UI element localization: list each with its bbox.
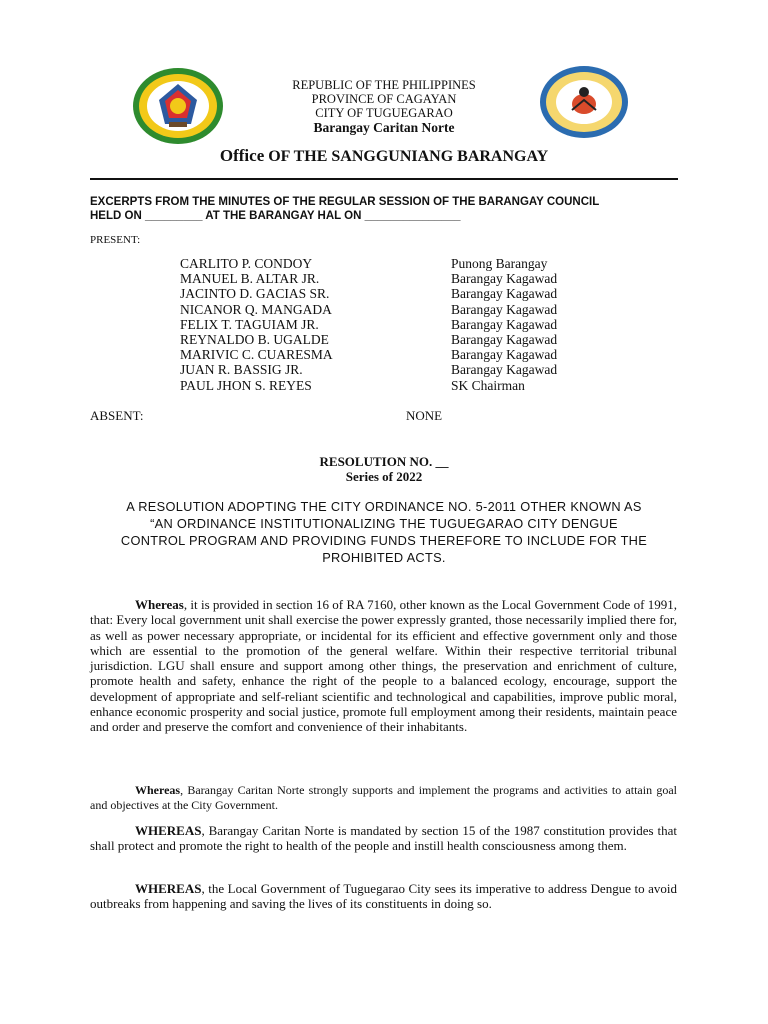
paragraph-lead: Whereas bbox=[135, 597, 184, 612]
roster-row bbox=[180, 302, 557, 317]
member-name: FELIX T. TAGUIAM JR. bbox=[180, 316, 319, 332]
resolution-heading bbox=[0, 454, 768, 484]
excerpt-line-1: EXCERPTS FROM THE MINUTES OF THE REGULAR SESSION OF THE BARANGAY COUNCIL bbox=[90, 196, 600, 208]
member-position: Barangay Kagawad bbox=[451, 316, 558, 332]
office-prefix: Office bbox=[219, 146, 265, 165]
excerpt-heading bbox=[90, 195, 690, 223]
roster-row bbox=[180, 378, 557, 393]
paragraph-text: , it is provided in section 16 of RA 7160, other known as the Local Government Code of 1991, that: Every local government unit shall exercise the power expressly granted, those necessarily implied there for, as well as power necessary appropriate, or incidental for its efficient and effective government only and those which are essential to the promotion of the general welfare. Within their respective territorial tribunal jurisdiction. LGU shall ensure and support among other things, the preservation and enrichment of culture, promote health and safety, enhance the right of the people to a balanced ecology, encourage, support the development of appropriate and self-reliant scientific and technological and capabilities, improve public moral, enhance economic prosperity and social justice, promote full employment among their residents, maintain peace and order and preserve the comfort and convenience of their inhabitants. bbox=[90, 597, 677, 735]
member-name: PAUL JHON S. REYES bbox=[180, 377, 312, 393]
header-city: CITY OF TUGUEGARAO bbox=[315, 106, 453, 120]
header-barangay: Barangay Caritan Norte bbox=[313, 120, 455, 135]
office-title bbox=[0, 146, 768, 166]
title-line-3: CONTROL PROGRAM AND PROVIDING FUNDS THEREFORE TO INCLUDE FOR THE bbox=[120, 533, 648, 548]
paragraph-lead: WHEREAS bbox=[135, 823, 202, 838]
whereas-paragraph-4 bbox=[90, 881, 677, 912]
member-name: JUAN R. BASSIG JR. bbox=[180, 362, 303, 378]
whereas-paragraph-2 bbox=[90, 783, 677, 813]
tuguegarao-city-seal-logo bbox=[131, 66, 225, 146]
roster-row bbox=[180, 256, 557, 271]
roster-row bbox=[180, 286, 557, 301]
absent-label: ABSENT: bbox=[90, 408, 144, 423]
member-position: Barangay Kagawad bbox=[451, 332, 558, 348]
header-divider bbox=[90, 178, 678, 180]
header-republic: REPUBLIC OF THE PHILIPPINES bbox=[292, 78, 476, 92]
paragraph-text: , the Local Government of Tuguegarao City sees its imperative to address Dengue to avoid outbreaks from happening and saving the lives of its constituents in doing so. bbox=[90, 881, 677, 912]
roster-row bbox=[180, 362, 557, 377]
member-position: Barangay Kagawad bbox=[451, 301, 558, 317]
member-name: MARIVIC C. CUARESMA bbox=[180, 347, 333, 363]
member-name: REYNALDO B. UGALDE bbox=[180, 332, 329, 348]
title-line-4: PROHIBITED ACTS. bbox=[322, 550, 446, 565]
caritan-norte-seal-logo bbox=[538, 64, 630, 140]
member-position: Barangay Kagawad bbox=[451, 347, 558, 363]
title-line-2: “AN ORDINANCE INSTITUTIONALIZING THE TUGUEGARAO CITY DENGUE bbox=[150, 516, 618, 531]
absent-value: NONE bbox=[406, 408, 443, 423]
resolution-series: Series of 2022 bbox=[345, 469, 423, 484]
header-province: PROVINCE OF CAGAYAN bbox=[311, 92, 457, 106]
excerpt-line-2: HELD ON _________ AT THE BARANGAY HAL ON _______________ bbox=[90, 210, 461, 222]
paragraph-text: , Barangay Caritan Norte strongly supports and implement the programs and activities to attain goal and objectives at the City Government. bbox=[90, 783, 677, 812]
present-label: PRESENT: bbox=[90, 234, 141, 246]
paragraph-lead: WHEREAS bbox=[135, 881, 202, 896]
present-roster bbox=[180, 256, 557, 393]
resolution-title bbox=[90, 498, 678, 566]
header-block bbox=[220, 78, 548, 136]
resolution-number: RESOLUTION NO. __ bbox=[319, 454, 449, 469]
member-name: MANUEL B. ALTAR JR. bbox=[180, 271, 320, 287]
member-name: NICANOR Q. MANGADA bbox=[180, 301, 332, 317]
roster-row bbox=[180, 317, 557, 332]
member-position: SK Chairman bbox=[451, 377, 525, 393]
title-line-1: A RESOLUTION ADOPTING THE CITY ORDINANCE NO. 5-2011 OTHER KNOWN AS bbox=[126, 499, 642, 514]
member-position: Barangay Kagawad bbox=[451, 362, 558, 378]
roster-row bbox=[180, 347, 557, 362]
member-position: Punong Barangay bbox=[451, 256, 548, 271]
paragraph-lead: Whereas bbox=[135, 783, 181, 797]
office-rest: OF THE SANGGUNIANG BARANGAY bbox=[268, 148, 549, 165]
member-position: Barangay Kagawad bbox=[451, 286, 558, 302]
roster-row bbox=[180, 332, 557, 347]
member-position: Barangay Kagawad bbox=[451, 271, 558, 287]
whereas-paragraph-1 bbox=[90, 597, 677, 735]
roster-row bbox=[180, 271, 557, 286]
paragraph-text: , Barangay Caritan Norte is mandated by section 15 of the 1987 constitution provides that shall protect and promote the right to health of the people and instill health consciousness among them. bbox=[90, 823, 677, 854]
member-name: CARLITO P. CONDOY bbox=[180, 256, 313, 271]
member-name: JACINTO D. GACIAS SR. bbox=[180, 286, 330, 302]
whereas-paragraph-3 bbox=[90, 823, 677, 854]
